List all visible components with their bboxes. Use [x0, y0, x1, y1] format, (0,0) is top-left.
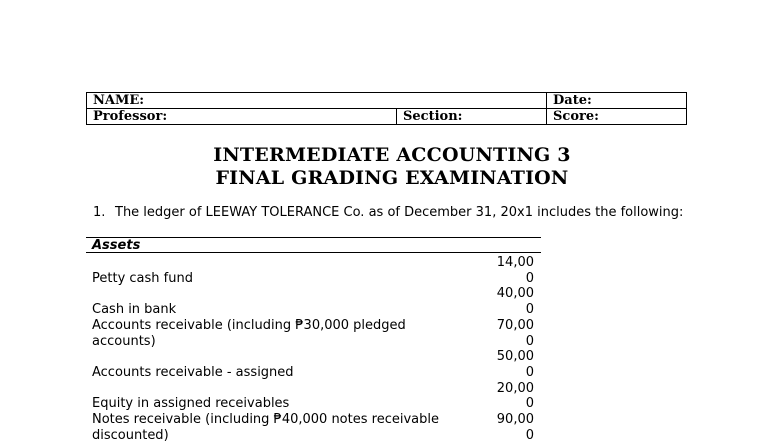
section-cell: [397, 109, 547, 125]
date-cell: [547, 93, 687, 109]
asset-amount: 0: [525, 270, 534, 286]
assets-heading: Assets: [86, 237, 541, 253]
asset-amount: 0: [525, 333, 534, 349]
asset-label: Notes receivable (including ₱40,000 notes receivable: [92, 412, 439, 427]
asset-label: Cash in bank: [92, 302, 177, 318]
asset-amount: 0: [525, 302, 534, 318]
date-label: Date:: [553, 93, 592, 108]
asset-amount: 20,00: [496, 380, 534, 396]
asset-label: Petty cash fund: [92, 270, 193, 286]
asset-amount: 14,00: [496, 255, 534, 270]
asset-label: Accounts receivable (including ₱30,000 pledged: [92, 317, 406, 333]
asset-label: discounted): [92, 427, 169, 443]
asset-amount: 0: [525, 396, 534, 412]
asset-amount: 70,00: [496, 317, 534, 333]
asset-amount: 0: [525, 364, 534, 380]
exam-title-line1: INTERMEDIATE ACCOUNTING 3: [213, 144, 571, 166]
asset-label: Accounts receivable - assigned: [92, 364, 294, 380]
asset-amount: 0: [525, 427, 534, 443]
exam-title-line2: FINAL GRADING EXAMINATION: [215, 167, 569, 189]
name-cell: [87, 93, 547, 109]
score-cell: [547, 109, 687, 125]
question-text: The ledger of LEEWAY TOLERANCE Co. as of December 31, 20x1 includes the following:: [115, 205, 684, 220]
name-label: NAME:: [93, 93, 145, 108]
question-number: 1.: [93, 205, 106, 220]
asset-amount: 90,00: [496, 412, 534, 427]
score-label: Score:: [553, 109, 599, 124]
asset-label: Equity in assigned receivables: [92, 396, 290, 412]
asset-amount: 40,00: [496, 286, 534, 302]
asset-amount: 50,00: [496, 349, 534, 365]
professor-cell: [87, 109, 397, 125]
exam-header-table: [86, 92, 687, 125]
section-label: Section:: [403, 109, 463, 124]
professor-label: Professor:: [93, 109, 168, 124]
asset-label: accounts): [92, 333, 156, 349]
